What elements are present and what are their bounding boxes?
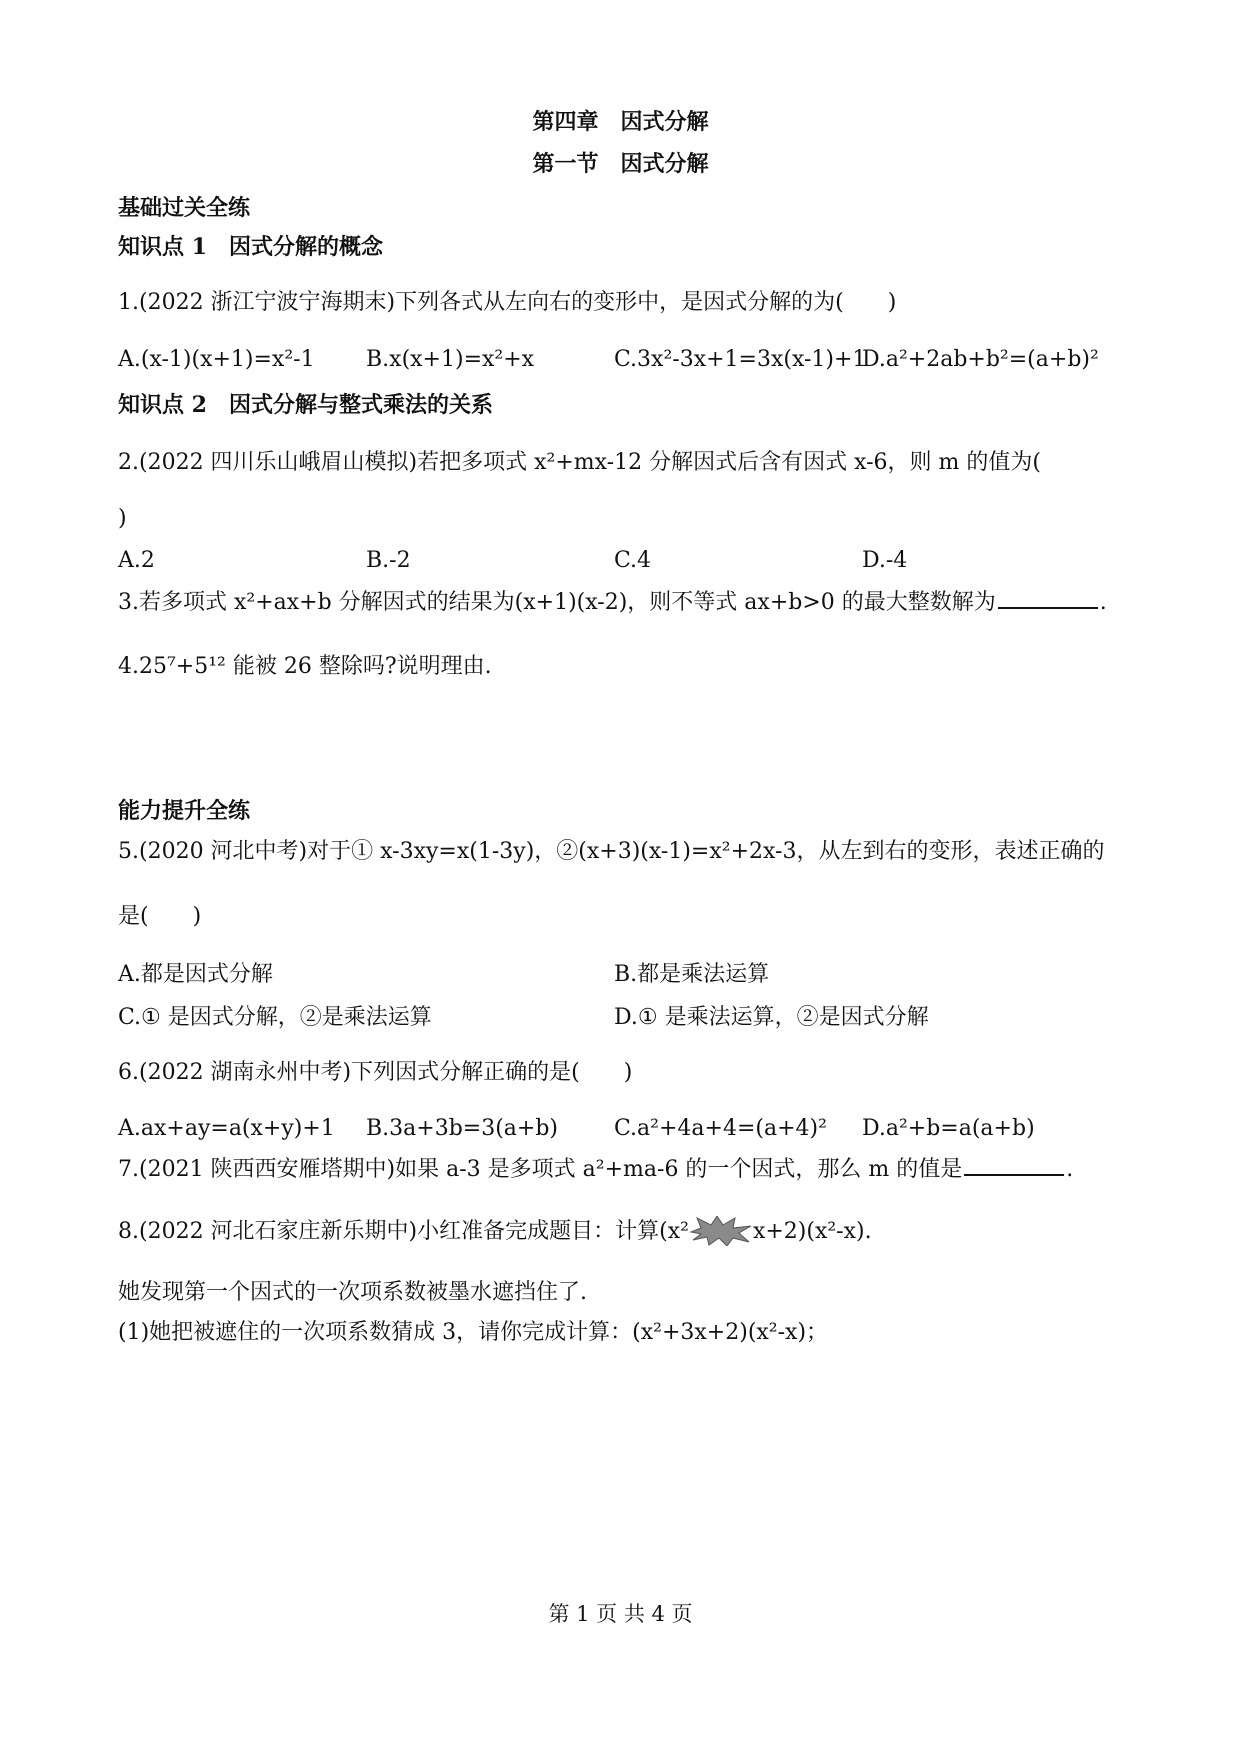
question-8-text: 8.(2022 河北石家庄新乐期中)小红准备完成题目：计算(x² [118, 1219, 689, 1244]
question-3-text: 3.若多项式 x²+ax+b 分解因式的结果为(x+1)(x-2)，则不等式 ax+b>0 的最大整数解为 [118, 590, 996, 615]
question-8-line-2: 她发现第一个因式的一次项系数被墨水遮挡住了. [118, 1280, 587, 1305]
q5-option-c: C.① 是因式分解，②是乘法运算 [118, 1005, 432, 1030]
question-8-text-end: x+2)(x²-x). [752, 1219, 872, 1244]
question-7 [118, 1155, 1073, 1185]
question-8 [118, 1216, 872, 1247]
q1-option-a: A.(x-1)(x+1)=x²-1 [118, 347, 315, 372]
question-4: 4.25⁷+5¹² 能被 26 整除吗?说明理由. [118, 654, 492, 679]
question-2-bracket: ) [118, 506, 127, 531]
section-title: 第一节 因式分解 [532, 151, 709, 177]
knowledge-point-2: 知识点 2 因式分解与整式乘法的关系 [118, 392, 493, 418]
chapter-title: 第四章 因式分解 [532, 109, 709, 135]
question-3 [118, 588, 1107, 618]
question-2: 2.(2022 四川乐山峨眉山模拟)若把多项式 x²+mx-12 分解因式后含有因式 x-6，则 m 的值为( [118, 450, 1041, 475]
q5-option-b: B.都是乘法运算 [614, 962, 770, 987]
q6-option-c: C.a²+4a+4=(a+4)² [614, 1116, 827, 1141]
question-3-end: . [1099, 590, 1107, 615]
question-7-text: 7.(2021 陕西西安雁塔期中)如果 a-3 是多项式 a²+ma-6 的一个因式，那么 m 的值是 [118, 1157, 963, 1182]
answer-blank [998, 589, 1098, 609]
part1-heading: 基础过关全练 [118, 195, 251, 221]
question-5-cont: 是( ) [118, 904, 202, 929]
q2-option-a: A.2 [118, 548, 155, 573]
q6-option-a: A.ax+ay=a(x+y)+1 [118, 1116, 335, 1141]
q6-option-d: D.a²+b=a(a+b) [862, 1116, 1035, 1141]
q1-option-c: C.3x²-3x+1=3x(x-1)+1 [614, 347, 867, 372]
question-7-end: . [1066, 1157, 1074, 1182]
q5-option-d: D.① 是乘法运算，②是因式分解 [614, 1005, 929, 1030]
knowledge-point-1: 知识点 1 因式分解的概念 [118, 234, 383, 260]
question-8-part-1: (1)她把被遮住的一次项系数猜成 3，请你完成计算：(x²+3x+2)(x²-x)； [118, 1320, 829, 1345]
q1-option-d: D.a²+2ab+b²=(a+b)² [862, 347, 1099, 372]
q2-option-d: D.-4 [862, 548, 908, 573]
q1-option-b: B.x(x+1)=x²+x [366, 347, 535, 372]
question-1: 1.(2022 浙江宁波宁海期末)下列各式从左向右的变形中，是因式分解的为( ) [118, 290, 897, 315]
question-5: 5.(2020 河北中考)对于① x-3xy=x(1-3y)，②(x+3)(x-1)=x²+2x-3，从左到右的变形，表述正确的 [118, 839, 1105, 864]
q5-option-a: A.都是因式分解 [118, 962, 273, 987]
q2-option-c: C.4 [614, 548, 652, 573]
question-6: 6.(2022 湖南永州中考)下列因式分解正确的是( ) [118, 1060, 633, 1085]
ink-blot-icon [689, 1216, 753, 1246]
q6-option-b: B.3a+3b=3(a+b) [366, 1116, 559, 1141]
q2-option-b: B.-2 [366, 548, 411, 573]
part2-heading: 能力提升全练 [118, 798, 251, 824]
page-footer: 第 1 页 共 4 页 [548, 1602, 693, 1626]
answer-blank [964, 1156, 1064, 1176]
